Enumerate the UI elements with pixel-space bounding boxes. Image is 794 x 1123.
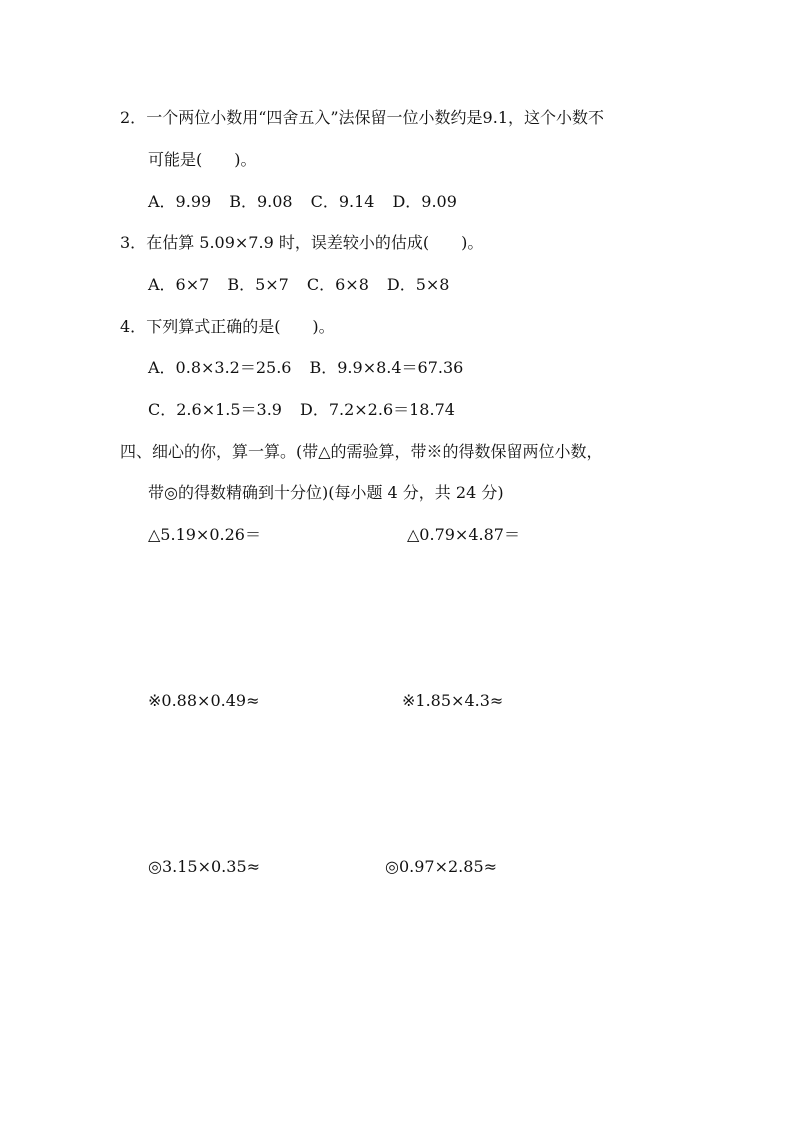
question-4-options-row2	[148, 399, 455, 421]
question-3-options	[148, 274, 449, 296]
question-2-stem-line2: 可能是( )。	[148, 150, 257, 169]
question-3-line	[120, 232, 483, 254]
question-4-options-row1	[148, 357, 463, 379]
section-4-heading-text1: 四、细心的你，算一算。(带△的需验算，带※的得数保留两位小数，	[120, 442, 603, 461]
calc-problem-6: ◎0.97×2.85≈	[385, 857, 498, 876]
question-3-stem: 在估算 5.09×7.9 时，误差较小的估成( )。	[146, 233, 484, 252]
calc-problem-1: △5.19×0.26＝	[148, 525, 261, 544]
section-4-heading-line2	[148, 482, 504, 504]
question-3-option-b[interactable]: B．5×7	[227, 275, 289, 294]
question-4-number: 4．	[120, 317, 147, 336]
question-3-option-d[interactable]: D．5×8	[386, 275, 450, 294]
question-4-stem: 下列算式正确的是( )。	[146, 317, 335, 336]
calc-problem-4: ※1.85×4.3≈	[402, 691, 504, 710]
question-4-option-b[interactable]: B．9.9×8.4＝67.36	[309, 358, 464, 377]
question-2-number: 2．	[120, 108, 147, 127]
question-3-option-c[interactable]: C．6×8	[306, 275, 369, 294]
question-4-option-a[interactable]: A．0.8×3.2＝25.6	[148, 358, 292, 377]
question-2-line1	[120, 107, 604, 129]
section-4-heading-text2: 带◎的得数精确到十分位)(每小题 4 分，共 24 分)	[148, 483, 504, 502]
question-4-option-c[interactable]: C．2.6×1.5＝3.9	[148, 400, 282, 419]
calc-problem-2: △0.79×4.87＝	[407, 525, 520, 544]
question-2-option-c[interactable]: C．9.14	[310, 192, 375, 211]
question-4-option-d[interactable]: D．7.2×2.6＝18.74	[300, 400, 455, 419]
question-3-number: 3．	[120, 233, 147, 252]
calc-problem-5: ◎3.15×0.35≈	[148, 857, 261, 876]
question-2-option-d[interactable]: D．9.09	[392, 192, 457, 211]
question-2-options	[148, 191, 457, 213]
question-4-line	[120, 316, 335, 338]
question-3-option-a[interactable]: A．6×7	[148, 275, 210, 294]
question-2-option-a[interactable]: A．9.99	[148, 192, 212, 211]
question-2-option-b[interactable]: B．9.08	[229, 192, 293, 211]
calc-problem-3: ※0.88×0.49≈	[148, 691, 260, 710]
section-4-heading-line1	[120, 441, 603, 463]
question-2-stem-line1: 一个两位小数用“四舍五入”法保留一位小数约是9.1，这个小数不	[146, 108, 604, 127]
question-2-line2	[148, 149, 257, 171]
